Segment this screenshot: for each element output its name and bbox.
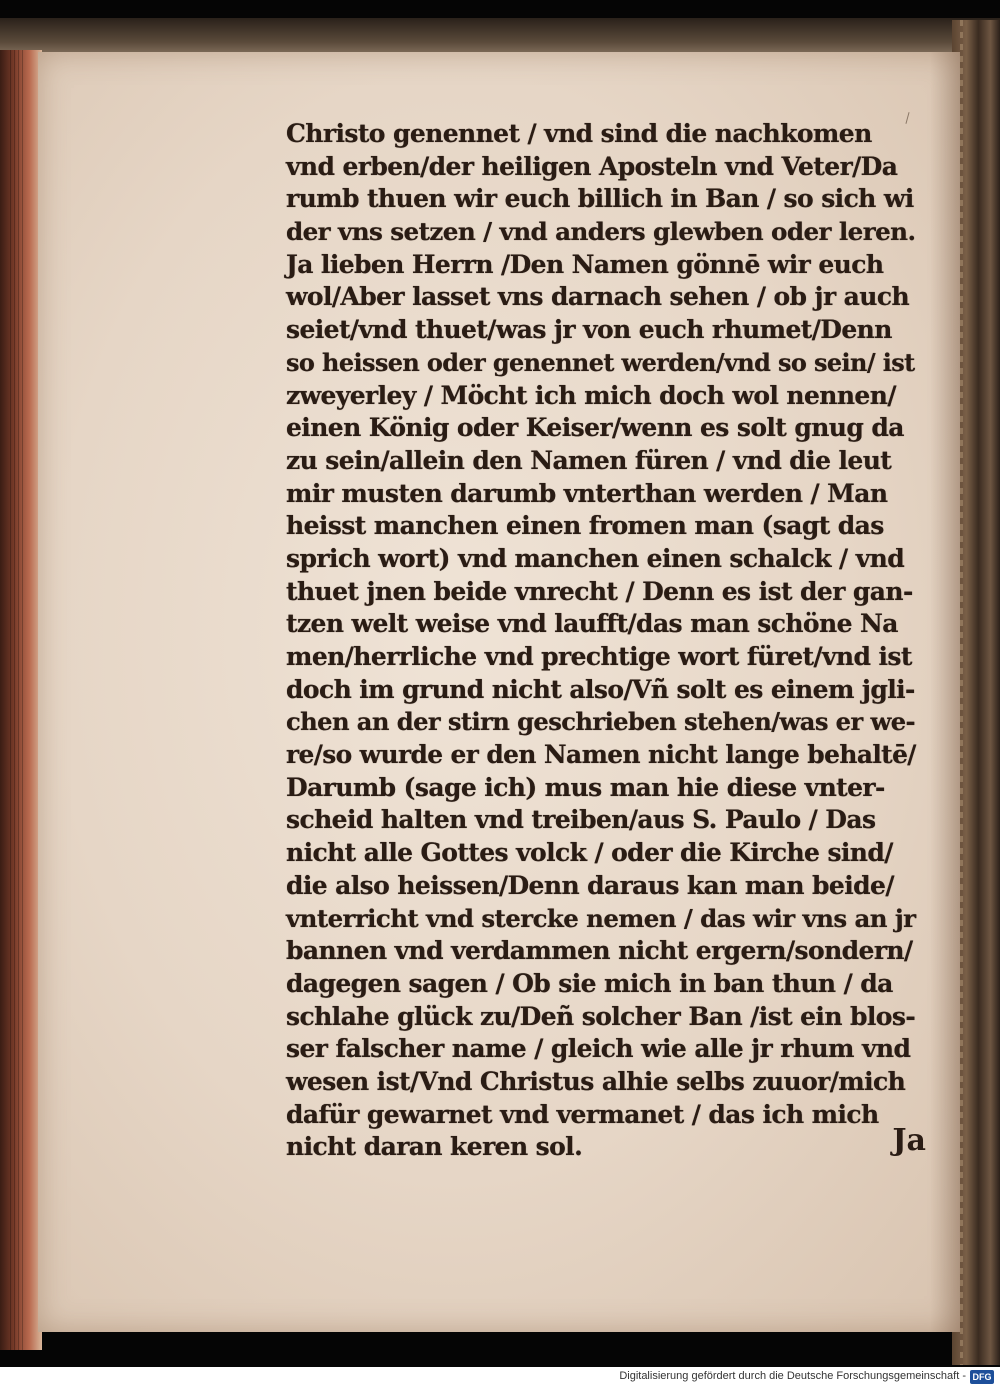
text-line: der vns setzen / vnd anders glewben oder leren. bbox=[286, 217, 916, 247]
text-line: bannen vnd verdammen nicht ergern/sondern/ bbox=[286, 936, 913, 966]
page-text-block bbox=[286, 118, 926, 1164]
text-line: schlahe glück zu/Deñ solcher Ban /ist ein blos- bbox=[286, 1001, 916, 1031]
text-line: seiet/vnd thuet/was jr von euch rhumet/Denn bbox=[286, 315, 892, 345]
text-line: so heissen oder genennet werden/vnd so sein/ ist bbox=[286, 348, 915, 377]
text-line-last: nicht daran keren sol. bbox=[286, 1132, 583, 1162]
text-line: chen an der stirn geschrieben stehen/was er we- bbox=[286, 707, 915, 737]
text-line: sprich wort) vnd manchen einen schalck / vnd bbox=[286, 543, 905, 573]
text-line: wol/Aber lasset vns darnach sehen / ob jr auch bbox=[286, 282, 910, 312]
text-line: dafür gewarnet vnd vermanet / das ich mich bbox=[286, 1099, 879, 1129]
last-line-row bbox=[286, 1123, 926, 1164]
footer-bar bbox=[0, 1367, 1000, 1389]
text-line: men/herrliche vnd prechtige wort füret/vnd ist bbox=[286, 642, 912, 671]
funding-credit: Digitalisierung gefördert durch die Deutsche Forschungsgemeinschaft - bbox=[619, 1370, 966, 1382]
text-line: Ja lieben Herrn /Den Namen gönnē wir euch bbox=[286, 249, 884, 279]
text-line: die also heissen/Denn daraus kan man beide/ bbox=[286, 870, 894, 900]
book-left-edge bbox=[0, 50, 42, 1350]
text-line: vnterricht vnd stercke nemen / das wir vns an jr bbox=[286, 903, 916, 933]
text-line: Christo genennet / vnd sind die nachkomen bbox=[286, 119, 872, 148]
text-line: heisst manchen einen fromen man (sagt das bbox=[286, 511, 884, 541]
text-line: rumb thuen wir euch billich in Ban / so sich wi bbox=[286, 184, 914, 214]
text-line: tzen welt weise vnd laufft/das man schöne Na bbox=[286, 609, 898, 639]
text-line: thuet jnen beide vnrecht / Denn es ist der gan- bbox=[286, 576, 913, 606]
text-line: ser falscher name / gleich wie alle jr rhum vnd bbox=[286, 1034, 911, 1064]
text-line: zu sein/allein den Namen füren / vnd die leut bbox=[286, 445, 892, 475]
text-line: Darumb (sage ich) mus man hie diese vnter- bbox=[286, 772, 885, 802]
text-line: nicht alle Gottes volck / oder die Kirche sind/ bbox=[286, 838, 893, 868]
dfg-logo-icon: DFG bbox=[970, 1370, 994, 1384]
text-line: einen König oder Keiser/wenn es solt gnug da bbox=[286, 413, 904, 443]
text-line: mir musten darumb vnterthan werden / Man bbox=[286, 478, 888, 508]
text-line: scheid halten vnd treiben/aus S. Paulo / Das bbox=[286, 805, 876, 835]
text-line: re/so wurde er den Namen nicht lange behaltē/ bbox=[286, 740, 916, 770]
text-line: zweyerley / Möcht ich mich doch wol nennen/ bbox=[286, 380, 896, 410]
catchword: Ja bbox=[892, 1123, 926, 1159]
text-line: dagegen sagen / Ob sie mich in ban thun / da bbox=[286, 968, 893, 998]
text-line: wesen ist/Vnd Christus alhie selbs zuuor/mich bbox=[286, 1066, 906, 1096]
text-line: doch im grund nicht also/Vñ solt es einem jgli- bbox=[286, 674, 915, 704]
book-page bbox=[38, 52, 960, 1332]
text-line: vnd erben/der heiligen Aposteln vnd Veter/Da bbox=[286, 151, 898, 181]
